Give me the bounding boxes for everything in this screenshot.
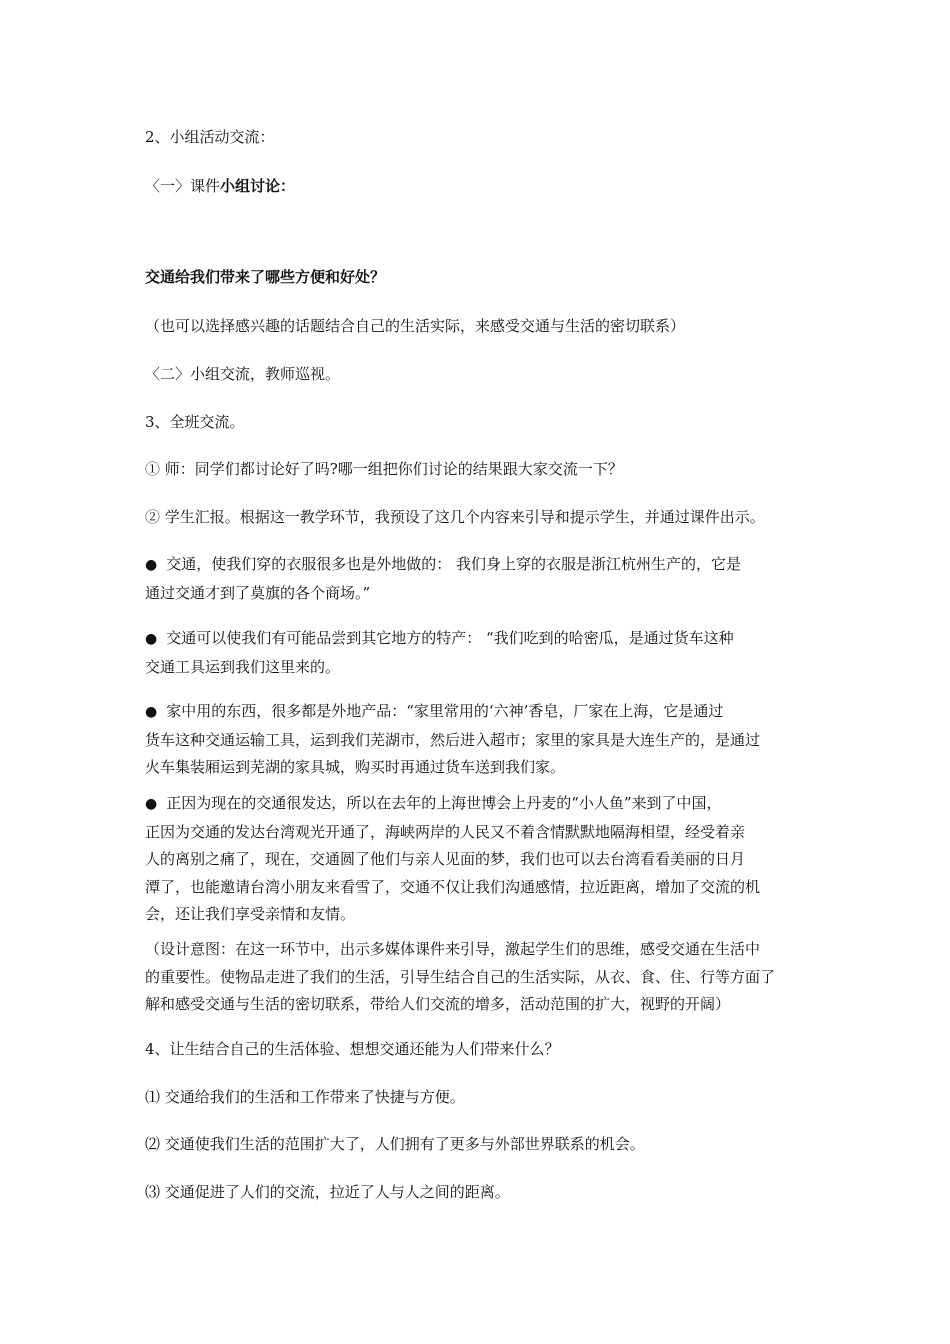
bullet3-line-3: 火车集装厢运到芜湖的家具城，购买时再通过货车送到我们家。: [145, 758, 566, 776]
bullet4-line-1: ● 正因为现在的交通很发达，所以在去年的上海世博会上丹麦的“小人鱼”来到了中国，: [145, 794, 722, 812]
step1-prefix: 〈一〉课件: [145, 177, 221, 195]
point3: ⑶ 交通促进了人们的交流，拉近了人与人之间的距离。: [145, 1183, 510, 1201]
point2: ⑵ 交通使我们生活的范围扩大了，人们拥有了更多与外部世界联系的机会。: [145, 1135, 645, 1153]
bullet-paragraph-4: [145, 790, 813, 929]
bullet-paragraph-2: [145, 625, 813, 681]
bullet-icon: ●: [145, 557, 158, 573]
section2-title: 2、小组活动交流：: [145, 128, 275, 146]
item1: ① 师：同学们都讨论好了吗?哪一组把你们讨论的结果跟大家交流一下？: [145, 460, 623, 478]
bullet-icon: ●: [145, 631, 158, 647]
bullet3-line-1: ● 家中用的东西，很多都是外地产品：“家里常用的‘六神’香皂，厂家在上海，它是通过: [145, 702, 724, 720]
bullet-icon: ●: [145, 796, 158, 812]
design-intent-line-2: 的重要性。使物品走进了我们的生活，引导生结合自己的生活实际，从衣、食、住、行等方面了: [145, 967, 776, 986]
bullet4-line-5: 会，还让我们享受亲情和友情。: [145, 905, 356, 923]
item2: ② 学生汇报。根据这一教学环节，我预设了这几个内容来引导和提示学生，并通过课件出示。: [145, 508, 765, 526]
design-intent-paragraph: [145, 936, 813, 1019]
bullet4-line-4: 潭了，也能邀请台湾小朋友来看雪了，交通不仅让我们沟通感情，拉近距离，增加了交流的机: [145, 877, 761, 896]
bullet3-line-2: 货车这种交通运输工具，运到我们芜湖市，然后进入超市；家里的家具是大连生产的，是通过: [145, 730, 761, 749]
bullet4-line-3: 人的离别之痛了，现在，交通圆了他们与亲人见面的梦，我们也可以去台湾看看美丽的日月: [145, 850, 746, 868]
design-intent-line-3: 解和感受交通与生活的密切联系，带给人们交流的增多，活动范围的扩大，视野的开阔）: [145, 995, 731, 1013]
bullet2-line-1: ● 交通可以使我们有可能品尝到其它地方的特产： “我们吃到的哈密瓜，是通过货车这种: [145, 629, 734, 647]
bullet2-line-2: 交通工具运到我们这里来的。: [145, 657, 341, 676]
section3-title: 3、全班交流。: [145, 413, 245, 431]
question-heading: 交通给我们带来了哪些方便和好处？: [145, 268, 386, 286]
step1-bold: 小组讨论：: [220, 177, 296, 195]
bullet4-line-2: 正因为交通的发达台湾观光开通了，海峡两岸的人民又不着含情默默地隔海相望，经受着亲: [145, 822, 746, 841]
section4-title: 4、让生结合自己的生活体验、想想交通还能为人们带来什么？: [145, 1040, 560, 1058]
point1: ⑴ 交通给我们的生活和工作带来了快捷与方便。: [145, 1088, 465, 1106]
design-intent-line-1: （设计意图：在这一环节中，出示多媒体课件来引导，激起学生们的思维，感受交通在生活中: [145, 940, 761, 958]
bullet1-line-2: 通过交通才到了莫旗的各个商场。”: [145, 583, 371, 602]
bullet-icon: ●: [145, 704, 158, 720]
bullet-paragraph-1: [145, 551, 813, 607]
step1-line: [145, 173, 813, 201]
bullet-paragraph-3: [145, 698, 813, 782]
bullet1-line-1: ● 交通，使我们穿的衣服很多也是外地做的： 我们身上穿的衣服是浙江杭州生产的，它是: [145, 555, 741, 573]
step2-line: 〈二〉小组交流，教师巡视。: [145, 365, 341, 383]
question-note: （也可以选择感兴趣的话题结合自己的生活实际，来感受交通与生活的密切联系）: [145, 317, 686, 335]
